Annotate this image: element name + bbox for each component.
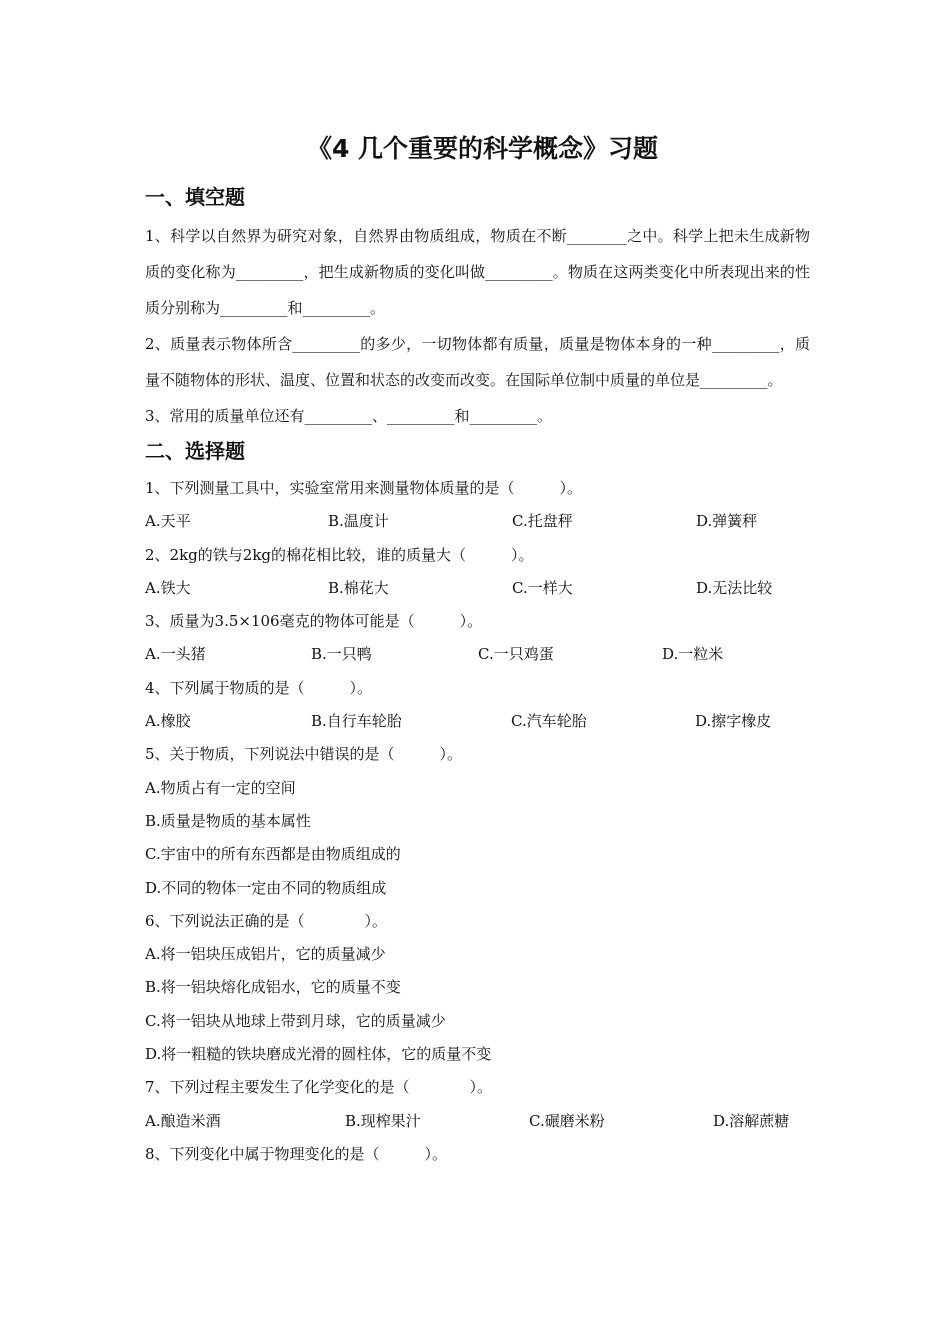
- option-d: D.不同的物体一定由不同的物质组成: [145, 878, 387, 897]
- option-b: B.温度计: [328, 512, 389, 531]
- option-c: C.一只鸡蛋: [478, 645, 554, 664]
- option-d: D.将一粗糙的铁块磨成光滑的圆柱体，它的质量不变: [145, 1045, 492, 1064]
- option-d: D.一粒米: [662, 645, 724, 664]
- option-c: C.托盘秤: [512, 512, 573, 531]
- choice-question-3: 3、质量为3.5×106毫克的物体可能是（ ）。: [145, 612, 483, 631]
- option-a: A.酿造米酒: [145, 1111, 221, 1130]
- option-d: D.擦字橡皮: [695, 712, 772, 731]
- option-a: A.天平: [145, 512, 191, 531]
- fill-blank-question-2: 2、质量表示物体所含_________的多少，一切物体都有质量，质量是物体本身的一种_________，质量不随物体的形状、温度、位置和状态的改变而改变。在国际单位制中质量的单位是_________。: [145, 335, 810, 389]
- option-b: B.自行车轮胎: [311, 712, 402, 731]
- fill-blank-section: [145, 218, 810, 434]
- option-a: A.橡胶: [145, 712, 191, 731]
- section-heading-fill-blank: 一、填空题: [145, 185, 245, 209]
- option-c: C.汽车轮胎: [511, 712, 587, 731]
- multiple-choice-section: [145, 472, 810, 1171]
- option-a: A.物质占有一定的空间: [145, 778, 296, 797]
- worksheet-page: [145, 130, 810, 1171]
- choice-question-7: 7、下列过程主要发生了化学变化的是（ ）。: [145, 1078, 493, 1097]
- option-c: C.一样大: [512, 578, 573, 597]
- fill-blank-question-1: 1、科学以自然界为研究对象，自然界由物质组成，物质在不断________之中。科学上把未生成新物质的变化称为_________，把生成新物质的变化叫做_________。物质在这两类变化中所表现出来的性质分别称为_________和_________。: [145, 227, 810, 317]
- option-d: D.溶解蔗糖: [713, 1111, 790, 1130]
- option-c: C.将一铝块从地球上带到月球，它的质量减少: [145, 1011, 446, 1030]
- option-b: B.一只鸭: [311, 645, 372, 664]
- option-b: B.现榨果汁: [345, 1111, 421, 1130]
- choice-options-7: [145, 1105, 810, 1138]
- option-b: B.棉花大: [328, 578, 389, 597]
- choice-question-6: 6、下列说法正确的是（ ）。: [145, 911, 388, 930]
- option-c: C.宇宙中的所有东西都是由物质组成的: [145, 845, 401, 864]
- fill-blank-question-3: 3、常用的质量单位还有_________、_________和_________。: [145, 407, 553, 425]
- section-heading-multiple-choice: 二、选择题: [145, 439, 245, 463]
- option-d: D.弹簧秤: [696, 512, 758, 531]
- option-a: A.铁大: [145, 578, 191, 597]
- choice-question-5: 5、关于物质，下列说法中错误的是（ ）。: [145, 745, 463, 764]
- option-c: C.碾磨米粉: [529, 1111, 605, 1130]
- choice-question-8: 8、下列变化中属于物理变化的是（ ）。: [145, 1144, 448, 1163]
- choice-options-4: [145, 705, 810, 738]
- choice-options-2: [145, 572, 810, 605]
- choice-question-1: 1、下列测量工具中，实验室常用来测量物体质量的是（ ）。: [145, 479, 583, 497]
- choice-options-3: [145, 638, 810, 671]
- page-title: 《4 几个重要的科学概念》习题: [306, 134, 659, 163]
- choice-question-2: 2、2kg的铁与2kg的棉花相比较，谁的质量大（ ）。: [145, 545, 534, 564]
- option-d: D.无法比较: [696, 578, 773, 597]
- option-b: B.质量是物质的基本属性: [145, 811, 311, 830]
- choice-options-1: [145, 505, 810, 538]
- option-a: A.一头猪: [145, 645, 206, 664]
- choice-question-4: 4、下列属于物质的是（ ）。: [145, 678, 373, 697]
- option-a: A.将一铝块压成铝片，它的质量减少: [145, 945, 386, 964]
- option-b: B.将一铝块熔化成铝水，它的质量不变: [145, 978, 401, 997]
